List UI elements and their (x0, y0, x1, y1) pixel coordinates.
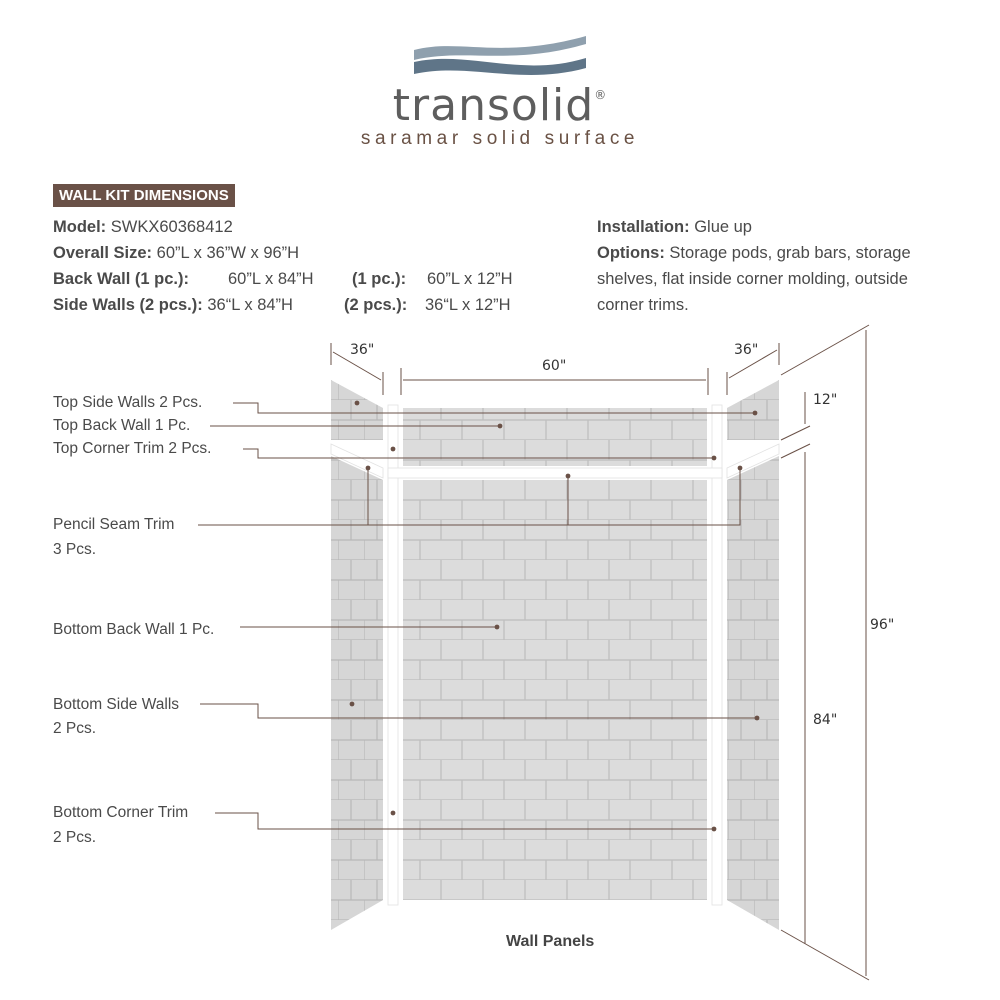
section-title: WALL KIT DIMENSIONS (53, 184, 235, 207)
spec-side-top-label: (2 pcs.): (344, 296, 408, 314)
callout-bottom-corner-trim: Bottom Corner Trim (53, 804, 189, 821)
spec-back-wall-value: 60”L x 84”H (228, 270, 314, 288)
brand-name: transolid® (392, 80, 608, 131)
top-back-wall (403, 408, 707, 466)
callout-top-corner-trim: Top Corner Trim 2 Pcs. (53, 440, 212, 457)
spec-model: Model: SWKX60368412 (53, 218, 233, 236)
spec-options-line3: corner trims. (597, 296, 689, 314)
pencil-seam-trim-back (388, 468, 722, 478)
callout-bottom-back-wall: Bottom Back Wall 1 Pc. (53, 621, 215, 638)
callout-bottom-side-walls: Bottom Side Walls (53, 696, 180, 713)
dim-left-width: 36" (350, 342, 375, 358)
left-corner-trim (388, 405, 398, 905)
bottom-left-side-wall (331, 456, 383, 930)
spec-options: Options: Storage pods, grab bars, storage (597, 244, 911, 262)
spec-overall-size: Overall Size: 60”L x 36”W x 96”H (53, 244, 300, 262)
brand-tagline: saramar solid surface (360, 128, 640, 149)
spec-side-walls: Side Walls (2 pcs.): 36“L x 84”H (53, 296, 293, 314)
callout-bottom-corner-trim-count: 2 Pcs. (53, 829, 97, 846)
dim-top-height: 12" (813, 392, 838, 408)
diagram-caption: Wall Panels (506, 933, 595, 950)
spec-side-top-value: 36“L x 12”H (425, 296, 511, 314)
callout-bottom-side-walls-count: 2 Pcs. (53, 720, 97, 737)
callout-top-side-walls: Top Side Walls 2 Pcs. (53, 394, 203, 411)
callout-top-back-wall: Top Back Wall 1 Pc. (53, 417, 191, 434)
spec-back-top-value: 60”L x 12”H (427, 270, 513, 288)
spec-back-wall: Back Wall (1 pc.): (53, 270, 190, 288)
dim-bottom-height: 84" (813, 712, 838, 728)
bottom-back-wall (403, 480, 707, 900)
dim-right-width: 36" (734, 342, 759, 358)
spec-installation: Installation: Glue up (597, 218, 752, 236)
dim-total-height: 96" (870, 617, 895, 633)
dim-back-width: 60" (542, 358, 567, 374)
top-right-side-wall (727, 380, 779, 440)
callout-pencil-seam-count: 3 Pcs. (53, 541, 97, 558)
top-left-side-wall (331, 380, 383, 440)
callout-pencil-seam-trim: Pencil Seam Trim (53, 516, 175, 533)
spec-back-top-label: (1 pc.): (352, 270, 407, 288)
spec-options-line2: shelves, flat inside corner molding, outside (597, 270, 908, 288)
bottom-right-side-wall (727, 456, 779, 930)
